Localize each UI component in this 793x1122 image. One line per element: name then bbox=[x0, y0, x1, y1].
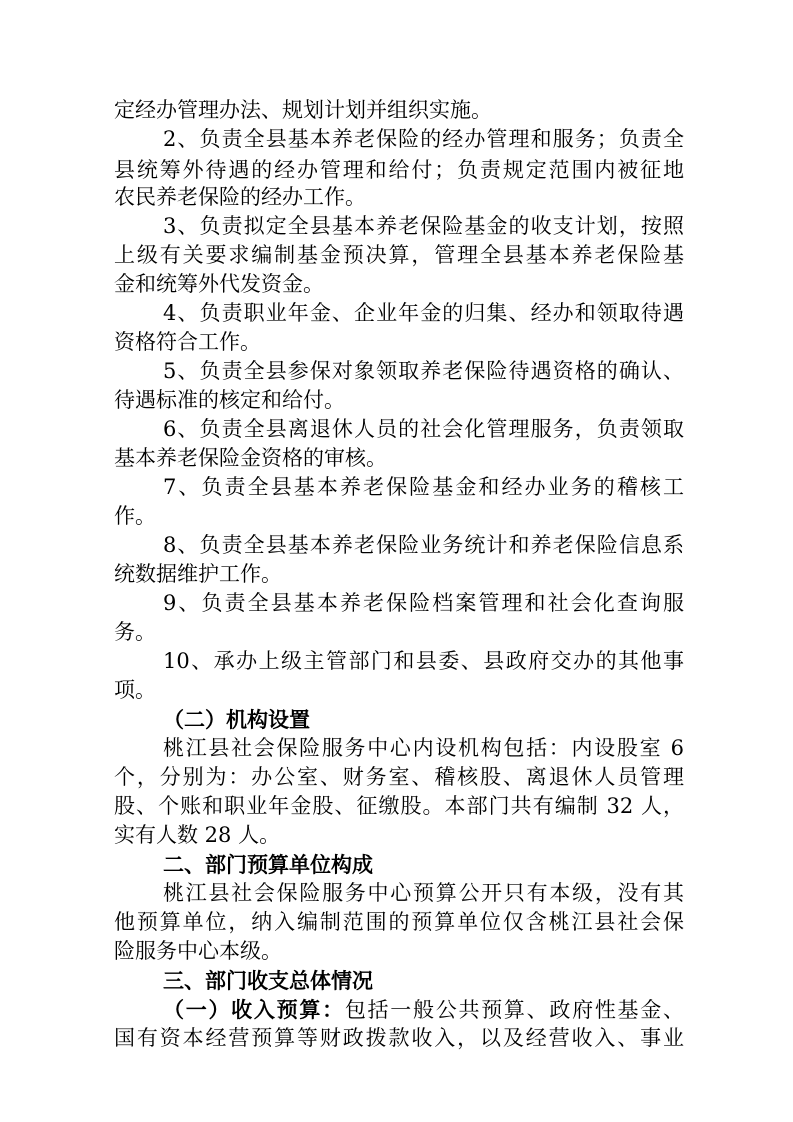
subsection-label: （一）收入预算： bbox=[163, 997, 345, 1022]
text-line: 国有资本经营预算等财政拨款收入，以及经营收入、事业 bbox=[114, 1026, 684, 1050]
text-line: 作。 bbox=[114, 504, 156, 528]
text-line: 10、承办上级主管部门和县委、县政府交办的其他事 bbox=[163, 649, 684, 673]
text-line bbox=[163, 995, 684, 1024]
text-line: 5、负责全县参保对象领取养老保险待遇资格的确认、 bbox=[163, 359, 684, 383]
text-line: 务。 bbox=[114, 620, 156, 644]
text-line: 项。 bbox=[114, 678, 156, 702]
text-line: 县统筹外待遇的经办管理和给付；负责规定范围内被征地 bbox=[114, 158, 684, 182]
text-line: 实有人数 28 人。 bbox=[114, 823, 281, 847]
text-line: 2、负责全县基本养老保险的经办管理和服务；负责全 bbox=[163, 127, 684, 151]
text-line: 险服务中心本级。 bbox=[114, 939, 282, 963]
section-heading: （二）机构设置 bbox=[163, 707, 310, 732]
text-line: 定经办管理办法、规划计划并组织实施。 bbox=[114, 98, 492, 122]
text-line: 桃江县社会保险服务中心预算公开只有本级，没有其 bbox=[163, 881, 684, 905]
text-line: 股、个账和职业年金股、征缴股。本部门共有编制 32 人， bbox=[114, 794, 684, 818]
text-line: 资格符合工作。 bbox=[114, 330, 261, 354]
section-heading: 三、部门收支总体情况 bbox=[163, 968, 373, 993]
text-line: 6、负责全县离退休人员的社会化管理服务，负责领取 bbox=[163, 417, 684, 441]
text-line: 金和统筹外代发资金。 bbox=[114, 272, 324, 296]
text-line: 桃江县社会保险服务中心内设机构包括：内设股室 6 bbox=[163, 736, 684, 760]
subsection-text: 包括一般公共预算、政府性基金、 bbox=[344, 998, 684, 1022]
text-line: 7、负责全县基本养老保险基金和经办业务的稽核工 bbox=[163, 475, 684, 499]
text-line: 他预算单位，纳入编制范围的预算单位仅含桃江县社会保 bbox=[114, 910, 684, 934]
text-line: 上级有关要求编制基金预决算，管理全县基本养老保险基 bbox=[114, 243, 684, 267]
section-heading: 二、部门预算单位构成 bbox=[163, 852, 373, 877]
text-line: 个，分别为：办公室、财务室、稽核股、离退休人员管理 bbox=[114, 765, 684, 789]
text-line: 8、负责全县基本养老保险业务统计和养老保险信息系 bbox=[163, 533, 684, 557]
text-line: 9、负责全县基本养老保险档案管理和社会化查询服 bbox=[163, 591, 684, 615]
text-line: 统数据维护工作。 bbox=[114, 562, 282, 586]
text-line: 农民养老保险的经办工作。 bbox=[114, 185, 366, 209]
text-line: 待遇标准的核定和给付。 bbox=[114, 388, 345, 412]
text-line: 基本养老保险金资格的审核。 bbox=[114, 446, 387, 470]
text-line: 4、负责职业年金、企业年金的归集、经办和领取待遇 bbox=[163, 301, 684, 325]
text-line: 3、负责拟定全县基本养老保险基金的收支计划，按照 bbox=[163, 214, 684, 238]
